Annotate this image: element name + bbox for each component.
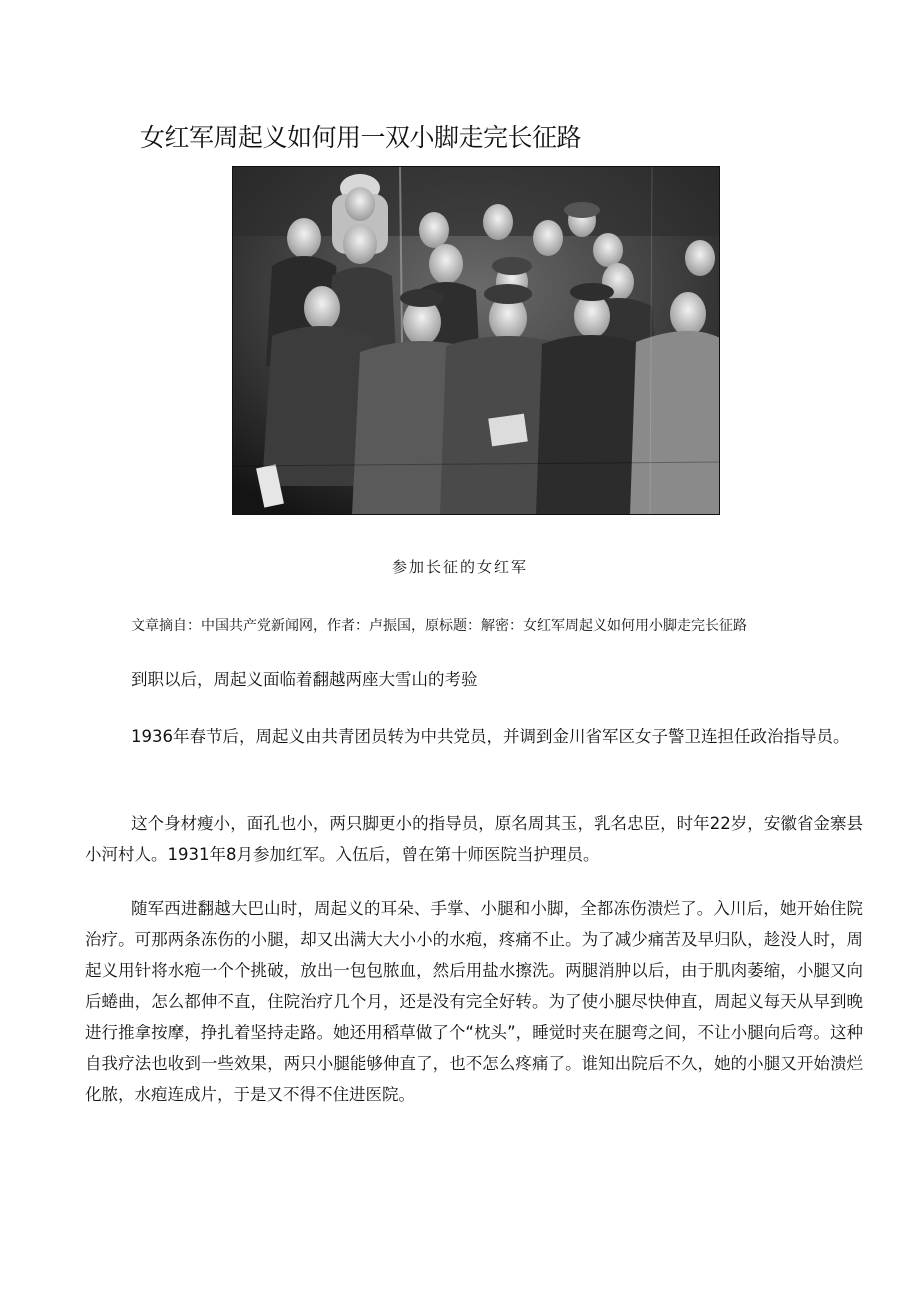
paragraph-4: 随军西进翻越大巴山时，周起义的耳朵、手掌、小腿和小脚，全都冻伤溃烂了。入川后，她开始住院治疗。可那两条冻伤的小腿，却又出满大大小小的水疱，疼痛不止。为了减少痛苦及早归队，趁没人时，周起义用针将水疱一个个挑破，放出一包包脓血，然后用盐水擦洗。两腿消肿以后，由于肌肉萎缩，小腿又向后蜷曲，怎么都伸不直，住院治疗几个月，还是没有完全好转。为了使小腿尽快伸直，周起义每天从早到晚进行推拿按摩，挣扎着坚持走路。她还用稻草做了个“枕头”，睡觉时夹在腿弯之间，不让小腿向后弯。这种自我疗法也收到一些效果，两只小腿能够伸直了，也不怎么疼痛了。谁知出院后不久，她的小腿又开始溃烂化脓，水疱连成片，于是又不得不住进医院。 bbox=[85, 899, 863, 1104]
source-attribution: 文章摘自：中国共产党新闻网，作者：卢振国，原标题：解密：女红军周起义如何用小脚走完长征路 bbox=[131, 618, 747, 634]
paragraph-1: 到职以后，周起义面临着翻越两座大雪山的考验 bbox=[131, 670, 478, 689]
paragraph-3: 这个身材瘦小，面孔也小，两只脚更小的指导员，原名周其玉，乳名忠臣，时年22岁，安徽省金寨县小河村人。1931年8月参加红军。入伍后，曾在第十师医院当护理员。 bbox=[85, 814, 863, 864]
group-photo-women-red-army bbox=[232, 166, 720, 515]
article-title: 女红军周起义如何用一双小脚走完长征路 bbox=[140, 123, 582, 152]
paragraph-2: 1936年春节后，周起义由共青团员转为中共党员，并调到金川省军区女子警卫连担任政治指导员。 bbox=[131, 727, 850, 746]
photo-caption: 参加长征的女红军 bbox=[391, 558, 528, 576]
